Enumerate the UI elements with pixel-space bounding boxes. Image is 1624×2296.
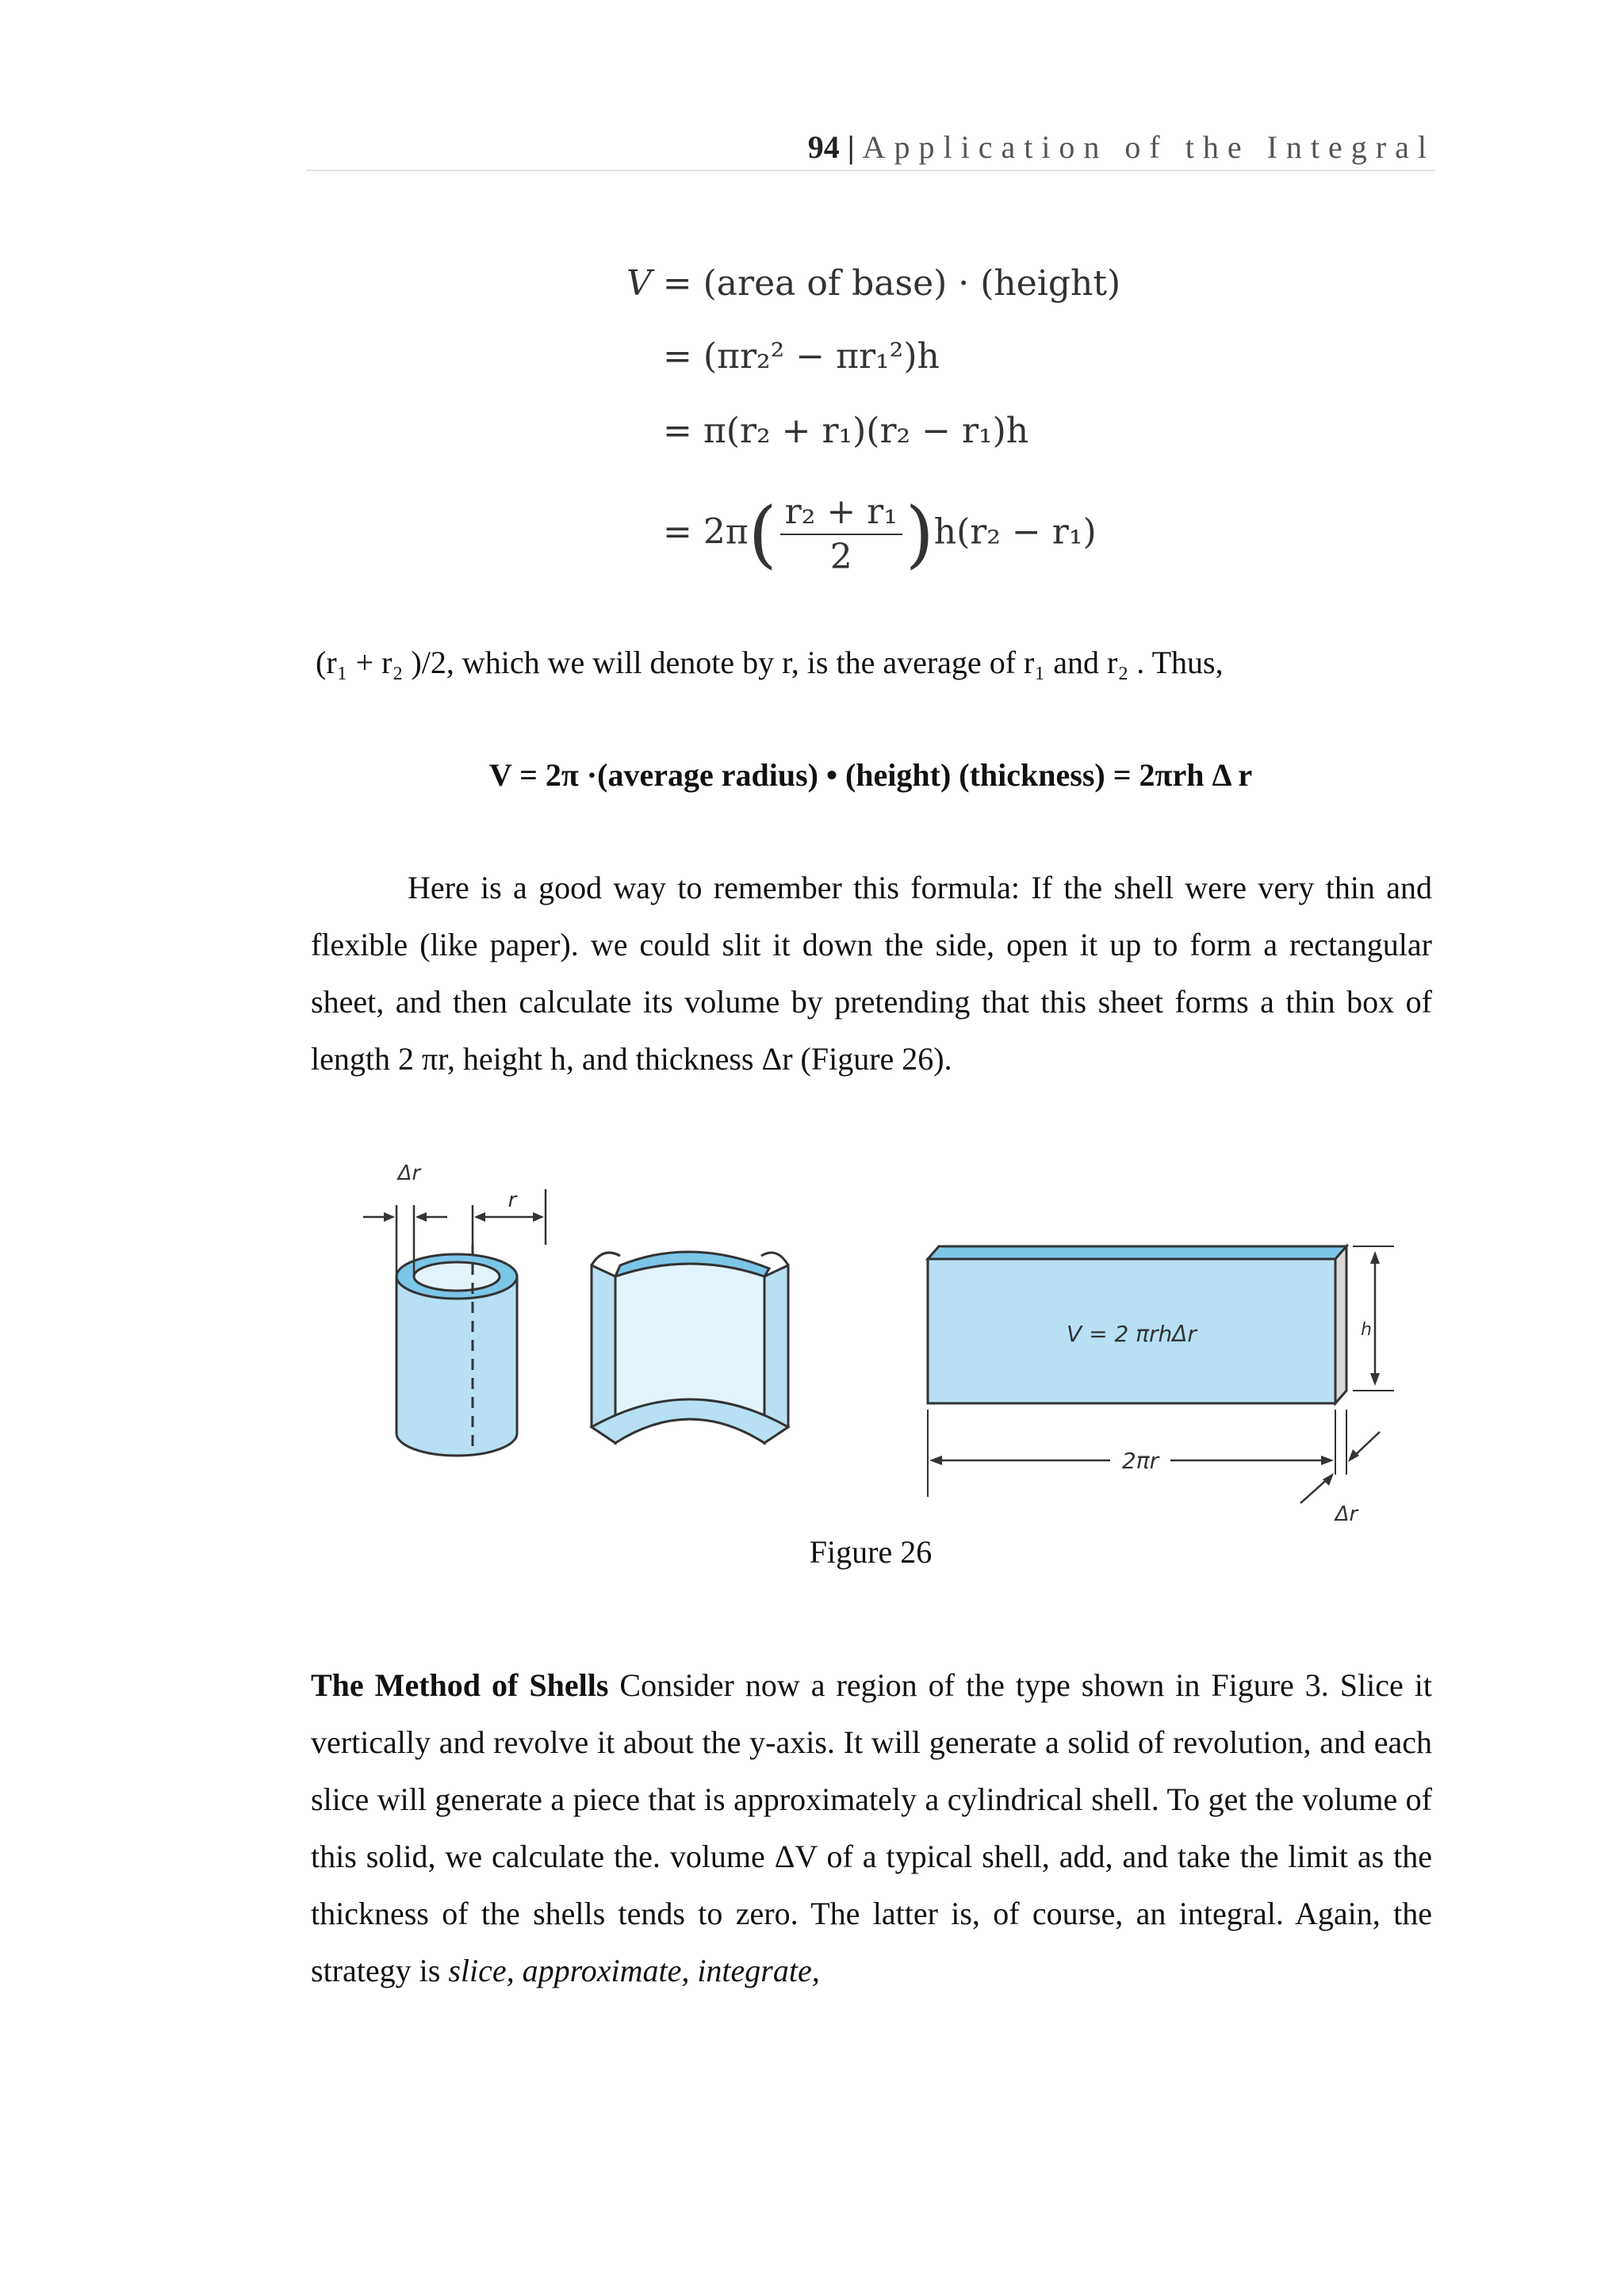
equation-line-1 — [626, 263, 1120, 304]
volume-symbol: V — [626, 263, 652, 304]
label-r-top: r — [508, 1188, 517, 1212]
left-paren: ( — [748, 492, 777, 576]
paragraph-average-radius: (r₁ + r₂ )/2, which we will denote by r, is the average of r₁ and r₂ . Thus, — [316, 645, 1224, 680]
equation-line-2: = (πr₂² − πr₁²)h — [663, 336, 940, 377]
label-delta-r-box: Δr — [1335, 1502, 1358, 1526]
shell-volume-formula: V = 2π ·(average radius) • (height) (thickness) = 2πrh Δ r — [488, 757, 1253, 793]
slit-shell — [592, 1252, 788, 1443]
figure-26-diagram — [349, 1158, 1411, 1530]
rectangular-box — [928, 1246, 1394, 1503]
header-rule — [306, 170, 1435, 171]
running-title: Application of the Integral — [862, 129, 1435, 165]
label-h: h — [1361, 1320, 1372, 1340]
equation-line-1-rhs: = (area of base) · (height) — [662, 263, 1121, 304]
equation-line-4 — [663, 492, 1097, 577]
page-header — [306, 128, 1435, 166]
fraction — [780, 492, 902, 577]
fraction-numerator: r₂ + r₁ — [780, 492, 902, 535]
paragraph-method-of-shells — [311, 1657, 1432, 1999]
paragraph-mnemonic: Here is a good way to remember this formula: If the shell were very thin and flexible (like paper). we could slit it down the side, open it up to form a rectangular sheet, and then calculate its volume by pretending that this sheet forms a thin box of length 2 πr, height h, and thickness Δr (Figure 26). — [311, 870, 1432, 1077]
cylindrical-shell — [363, 1189, 546, 1456]
figure-caption: Figure 26 — [809, 1534, 933, 1570]
header-separator: | — [847, 129, 855, 165]
equation-line-4-prefix: = 2π — [663, 511, 749, 553]
strategy-emphasis: slice, approximate, integrate, — [448, 1953, 820, 1988]
label-2pi-r: 2πr — [1121, 1448, 1159, 1474]
fraction-denominator: 2 — [829, 537, 852, 577]
paragraph-body: Consider now a region of the type shown in Figure 3. Slice it vertically and revolve it about the y-axis. It will generate a solid of revolution, and each slice will generate a piece that is approximately a cylindrical shell. To get the volume of this solid, we calculate the. volume ΔV of a typical shell, add, and take the limit as the thickness of the shells tends to zero. The latter is, of course, an integral. Again, the strategy is — [311, 1667, 1433, 1988]
section-heading: The Method of Shells — [311, 1667, 609, 1703]
right-paren: ) — [905, 492, 934, 576]
equation-line-4-suffix: h(r₂ − r₁) — [933, 511, 1097, 553]
page-number: 94 — [807, 129, 840, 165]
equation-line-3: = π(r₂ + r₁)(r₂ − r₁)h — [663, 411, 1029, 451]
label-delta-r-top: Δr — [397, 1161, 421, 1185]
label-volume-formula: V = 2 πrhΔr — [1067, 1321, 1197, 1347]
